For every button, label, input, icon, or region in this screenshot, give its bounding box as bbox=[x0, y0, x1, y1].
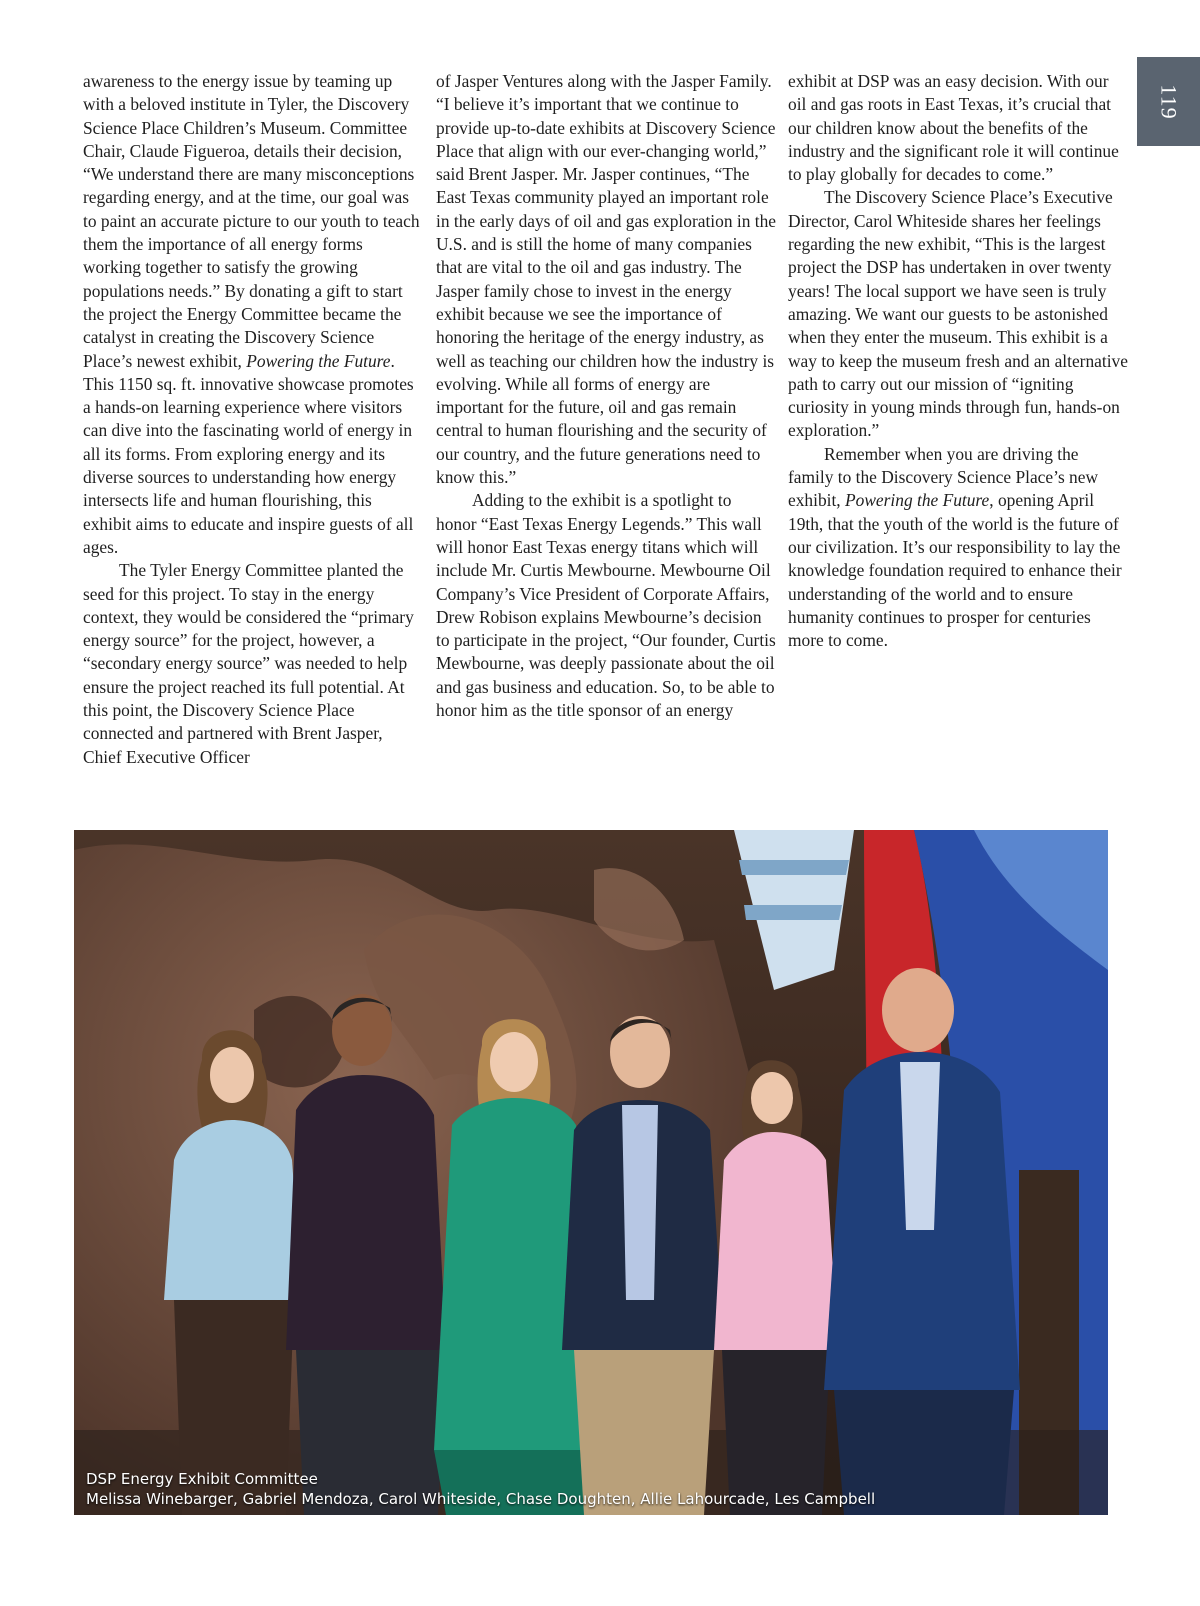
striped-prop-band bbox=[739, 860, 849, 875]
photo-caption bbox=[86, 1469, 875, 1509]
caption-names: Melissa Winebarger, Gabriel Mendoza, Carol Whiteside, Chase Doughten, Allie Lahourcade, Les Campbell bbox=[86, 1490, 876, 1508]
caption-title: DSP Energy Exhibit Committee bbox=[86, 1470, 318, 1488]
paragraph: of Jasper Ventures along with the Jasper Family. “I believe it’s important that we continue to provide up-to-date exhibits at Discovery Science Place that align with our ever-changing world,” said Brent Jasper. Mr. Jasper continues, “The East Texas community played an important role in the early days of oil and gas exploration in the U.S. and is still the home of many companies that are vital to the oil and gas industry. The Jasper family chose to invest in the energy exhibit because we see the importance of honoring the heritage of the energy industry, as well as teaching our children how the industry is evolving. While all forms of energy are important for the future, oil and gas remain central to human flourishing and the security of our country, and the future generations need to know this.” bbox=[436, 71, 776, 488]
paragraph: Adding to the exhibit is a spotlight to honor “East Texas Energy Legends.” This wall will honor East Texas energy titans which will include Mr. Curtis Mewbourne. Mewbourne Oil Company’s Vice President of Corporate Affairs, Drew Robison explains Mewbourne’s decision to participate in the project, “Our founder, Curtis Mewbourne, was deeply passionate about the oil and gas business and education. So, to be able to honor him as the title sponsor of an energy bbox=[436, 490, 776, 721]
text-column-1 bbox=[83, 70, 423, 769]
paragraph: The Tyler Energy Committee planted the seed for this project. To stay in the energy context, they would be considered the “primary energy source” for the project, however, a “secondary energy source” was needed to help ensure the project reached its full potential. At this point, the Discovery Science Place connected and partnered with Brent Jasper, Chief Executive Officer bbox=[83, 560, 414, 767]
paragraph: Remember when you are driving the family to the Discovery Science Place’s new exhibit, Powering the Future, opening April 19th, that the youth of the world is the future of our civilization. It’s our responsibility to lay the knowledge foundation required to enhance their understanding of the world and to ensure humanity continues to prosper for centuries more to come. bbox=[788, 443, 1122, 651]
group-photo-illustration bbox=[74, 830, 1108, 1515]
text-column-3 bbox=[788, 70, 1128, 652]
group-photo bbox=[74, 830, 1108, 1515]
paragraph: exhibit at DSP was an easy decision. With our oil and gas roots in East Texas, it’s crucial that our children know about the benefits of the industry and the significant role it will continue to play globally for decades to come.” bbox=[788, 71, 1119, 185]
page-number-tab bbox=[1137, 57, 1200, 146]
paragraph: awareness to the energy issue by teaming up with a beloved institute in Tyler, the Discovery Science Place Children’s Museum. Committee Chair, Claude Figueroa, details their decision, “We understand there are many misconceptions regarding energy, and at the time, our goal was to paint an accurate picture to our youth to teach them the importance of all energy forms working together to satisfy the growing populations needs.” By donating a gift to start the project the Energy Committee became the catalyst in creating the Discovery Science Place’s newest exhibit, Powering the Future. This 1150 sq. ft. innovative showcase promotes a hands-on learning experience where visitors can dive into the fascinating world of energy in all its forms. From exploring energy and its diverse sources to understanding how energy intersects life and human flourishing, this exhibit aims to educate and inspire guests of all ages. bbox=[83, 71, 420, 557]
text-column-2 bbox=[436, 70, 776, 722]
paragraph: The Discovery Science Place’s Executive Director, Carol Whiteside shares her feelings regarding the new exhibit, “This is the largest project the DSP has undertaken in over twenty years! The local support we have seen is truly amazing. We want our guests to be astonished when they enter the museum. This exhibit is a way to keep the museum fresh and an alternative path to carry out our mission of “igniting curiosity in young minds through fun, hands-on exploration.” bbox=[788, 187, 1128, 441]
striped-prop-band bbox=[744, 905, 842, 920]
page-number: 119 bbox=[1156, 83, 1182, 120]
exhibit-name: Powering the Future bbox=[246, 350, 391, 371]
exhibit-name: Powering the Future bbox=[845, 490, 990, 511]
